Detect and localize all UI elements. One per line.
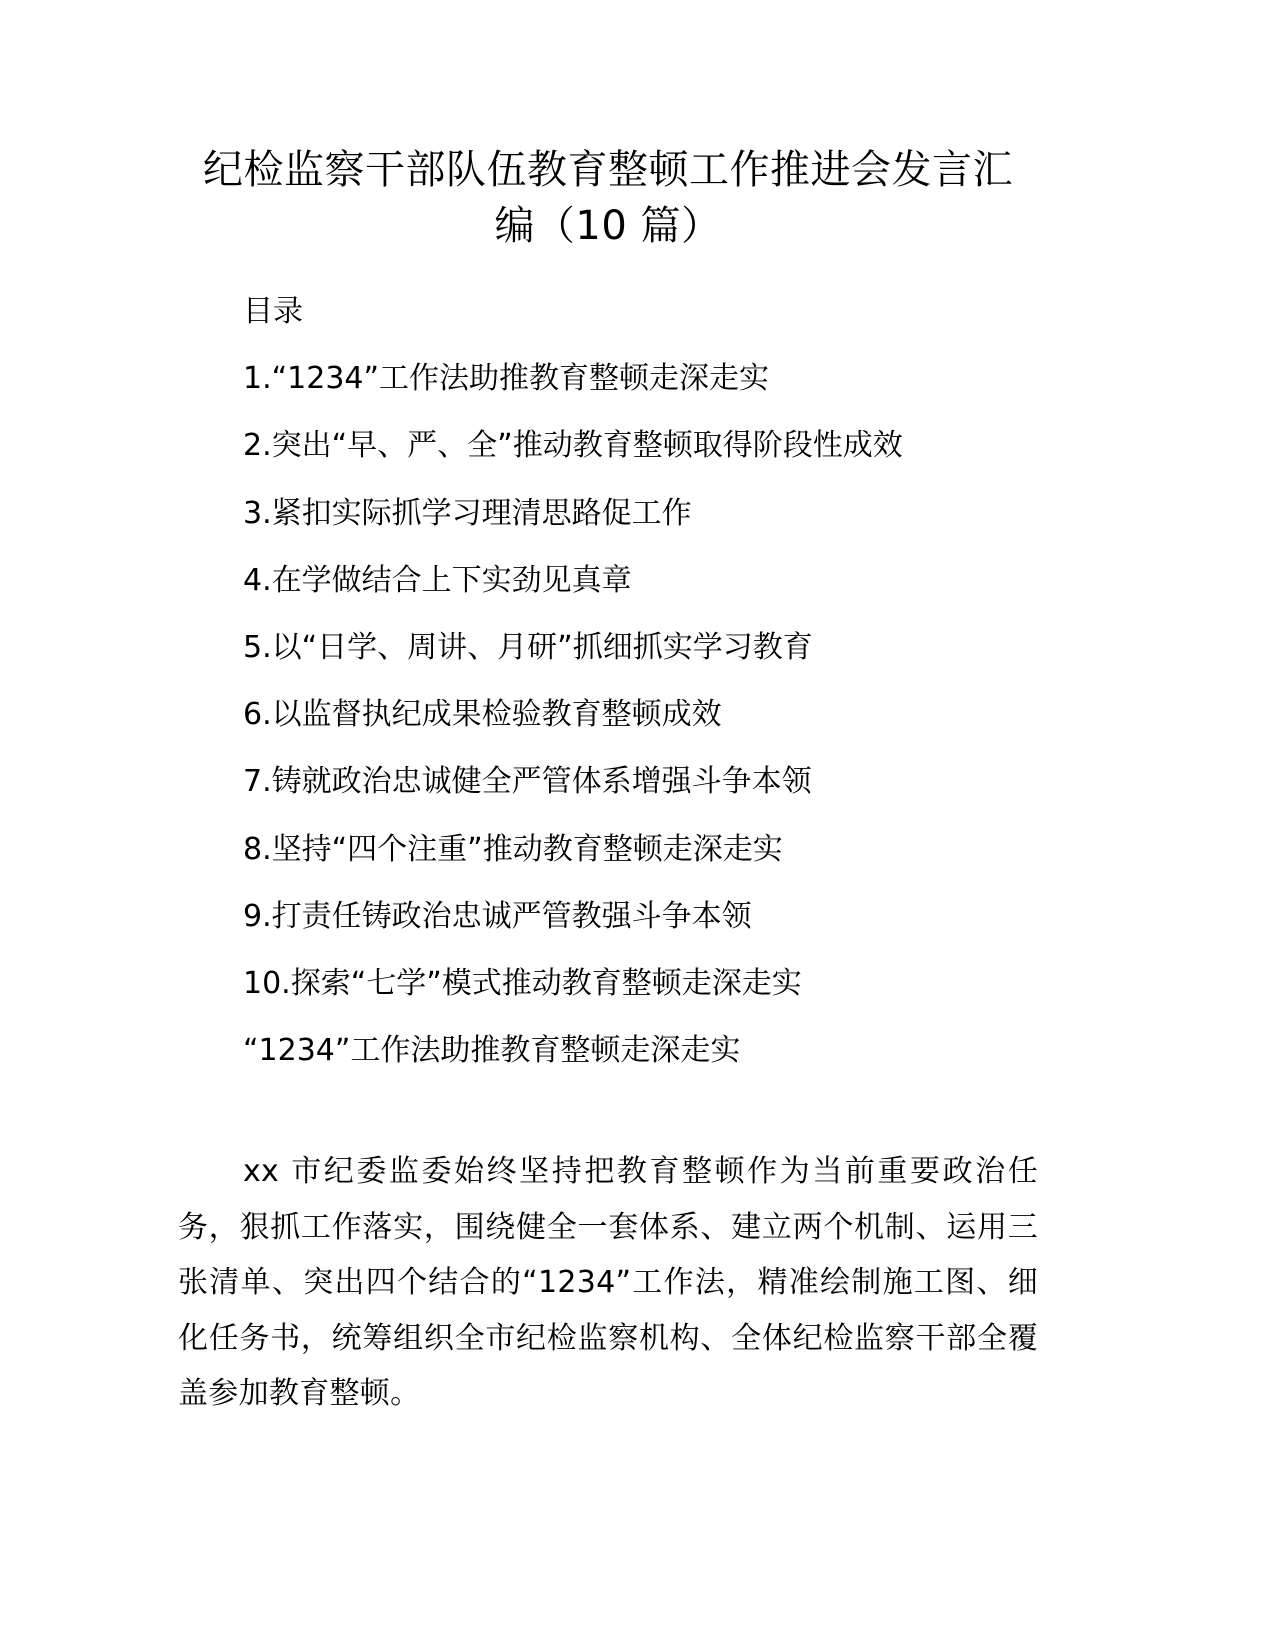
toc-item-9: 9.打责任铸政治忠诚严管教强斗争本领 [243, 898, 752, 934]
title-line-1: 纪检监察干部队伍教育整顿工作推进会发言汇 [203, 147, 1013, 193]
toc-item-7: 7.铸就政治忠诚健全严管体系增强斗争本领 [243, 764, 812, 800]
toc-item-5: 5.以“日学、周讲、月研”抓细抓实学习教育 [243, 629, 813, 665]
toc-item-1: 1.“1234”工作法助推教育整顿走深走实 [243, 361, 770, 397]
document-title [178, 142, 1038, 254]
table-of-contents [243, 278, 903, 1084]
toc-item-3: 3.紧扣实际抓学习理清思路促工作 [243, 495, 692, 531]
toc-item-2: 2.突出“早、严、全”推动教育整顿取得阶段性成效 [243, 428, 903, 464]
toc-heading: 目录 [243, 294, 303, 329]
body-paragraph: xx 市纪委监委始终坚持把教育整顿作为当前重要政治任务，狠抓工作落实，围绕健全一套体系、建立两个机制、运用三张清单、突出四个结合的“1234”工作法，精准绘制施工图、细化任务书，统筹组织全市纪检监察机构、全体纪检监察干部全覆盖参加教育整顿。 [178, 1154, 1038, 1411]
section-heading: “1234”工作法助推教育整顿走深走实 [243, 1033, 741, 1069]
toc-item-6: 6.以监督执纪成果检验教育整顿成效 [243, 697, 722, 733]
toc-item-4: 4.在学做结合上下实劲见真章 [243, 562, 632, 598]
toc-item-10: 10.探索“七学”模式推动教育整顿走深走实 [243, 965, 802, 1001]
title-line-2: 编（10 篇） [494, 203, 722, 249]
toc-item-8: 8.坚持“四个注重”推动教育整顿走深走实 [243, 831, 783, 867]
